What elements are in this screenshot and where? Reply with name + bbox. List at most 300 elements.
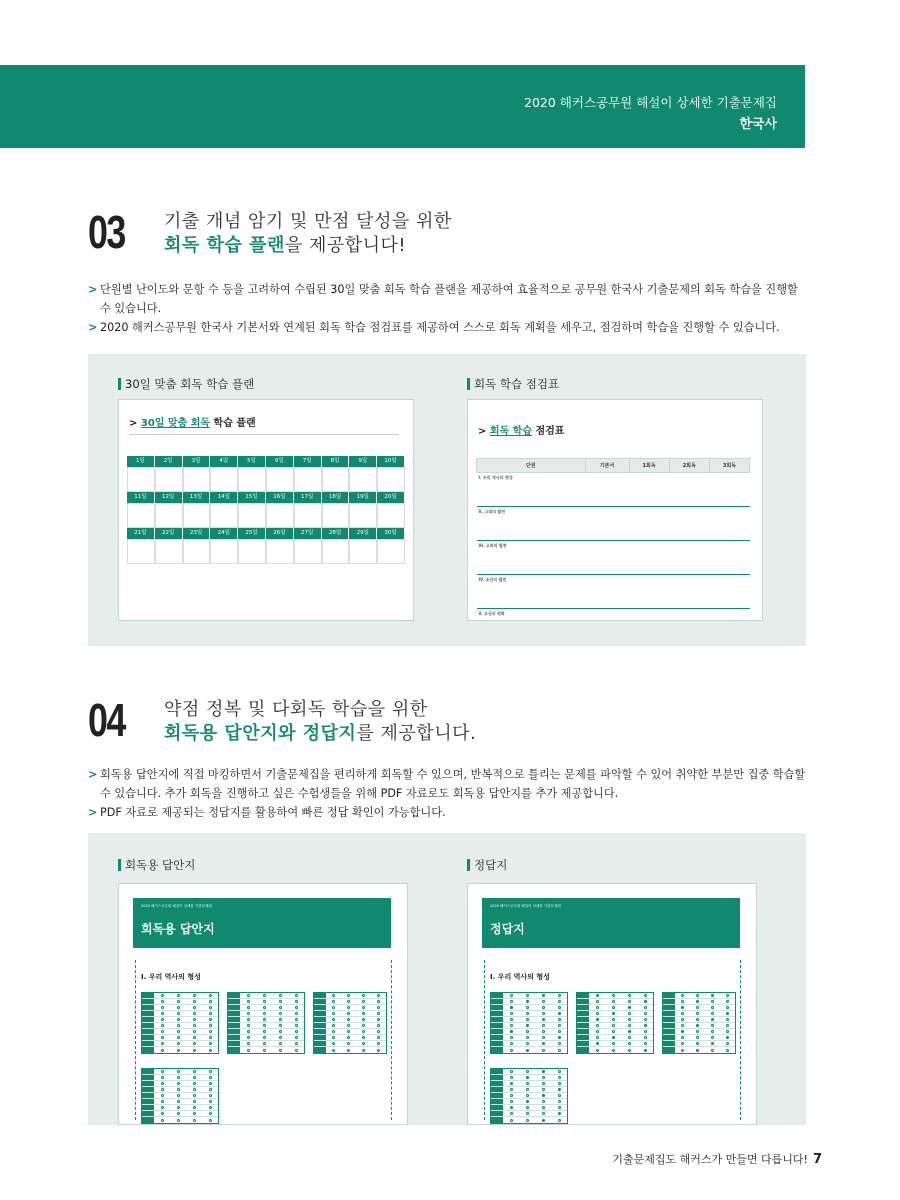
omr-bubble [247, 1000, 250, 1003]
omr-bubble [558, 1030, 561, 1033]
omr-row-number [314, 999, 326, 1004]
omr-row [142, 1047, 218, 1053]
plan-day-header: 25일 [238, 528, 266, 539]
plan-day-header: 21일 [127, 528, 155, 539]
omr-answer-grid [141, 986, 219, 1054]
omr-row [314, 1047, 386, 1053]
omr-bubble [209, 1024, 212, 1027]
plan-day-cell [183, 467, 211, 492]
omr-bubble [612, 1000, 615, 1003]
omr-row-number [228, 993, 240, 998]
omr-bubble [193, 1012, 196, 1015]
col-round1: 1회독 [629, 459, 669, 473]
omr-row-number [491, 1047, 503, 1053]
omr-row [228, 1047, 304, 1053]
omr-bubble [161, 1006, 164, 1009]
omr-bubble [628, 994, 631, 997]
omr-bubble [696, 1024, 699, 1027]
omr-row [142, 1117, 218, 1123]
omr-bubble [696, 1018, 699, 1021]
omr-bubble [526, 1006, 529, 1009]
omr-bubble [711, 1024, 714, 1027]
omr-bubble [526, 1119, 529, 1122]
omr-bubble [510, 1030, 513, 1033]
omr-row-number [314, 1029, 326, 1034]
omr-bubble [377, 994, 380, 997]
omr-bubble [193, 1106, 196, 1109]
omr-bubble [247, 1012, 250, 1015]
omr-bubble [681, 1006, 684, 1009]
omr-bubble [193, 1076, 196, 1079]
omr-row-number [142, 1029, 154, 1034]
omr-bubble [161, 1018, 164, 1021]
checklist-document [467, 399, 763, 621]
plan-day-cell [266, 467, 294, 492]
plan-day-header: 6일 [266, 456, 294, 467]
omr-row-number [491, 1017, 503, 1022]
omr-row-number [577, 1035, 589, 1040]
omr-bubble [279, 1036, 282, 1039]
omr-row-number [491, 1099, 503, 1104]
omr-bubble [362, 1006, 365, 1009]
plan-day-cell [349, 503, 377, 528]
omr-bubble [542, 1006, 545, 1009]
omr-bubble [711, 994, 714, 997]
plan-day-cell [322, 503, 350, 528]
unit-title: I. 우리 역사의 형성 [141, 973, 201, 981]
footer-slogan: 기출문제집도 해커스가 만들면 다릅니다! [612, 1153, 808, 1166]
omr-bubble [263, 1036, 266, 1039]
omr-bubble [726, 1030, 729, 1033]
answer-key-title: 정답지 [490, 922, 525, 936]
omr-row-number [663, 1029, 675, 1034]
omr-bubble [711, 1018, 714, 1021]
omr-row [663, 1047, 735, 1053]
omr-bubble [295, 994, 298, 997]
plan-day-header: 26일 [266, 528, 294, 539]
omr-bubble [612, 994, 615, 997]
omr-bubble [347, 1024, 350, 1027]
omr-bubble [193, 1070, 196, 1073]
omr-bubble [209, 1119, 212, 1122]
omr-row-number [491, 1111, 503, 1116]
omr-bubble [177, 1036, 180, 1039]
omr-bubble [526, 1012, 529, 1015]
omr-bubble [193, 1112, 196, 1115]
omr-bubble [696, 1042, 699, 1045]
omr-bubble [193, 1100, 196, 1103]
omr-bubble [332, 1049, 335, 1052]
plan-day-header: 15일 [238, 492, 266, 503]
omr-bubble [558, 1106, 561, 1109]
omr-bubble [558, 1000, 561, 1003]
plan-doc-title: > 30일 맞춤 회독 학습 플랜 [129, 418, 256, 429]
omr-row-number [491, 1093, 503, 1098]
omr-bubble [263, 1006, 266, 1009]
omr-bubble [510, 1036, 513, 1039]
omr-bubble [177, 1119, 180, 1122]
omr-bubble [161, 1119, 164, 1122]
omr-bubble [542, 1070, 545, 1073]
omr-bubble [612, 1049, 615, 1052]
plan-day-header: 22일 [155, 528, 183, 539]
omr-bubble [247, 1036, 250, 1039]
omr-answer-grid [227, 986, 305, 1054]
omr-bubble [558, 1088, 561, 1091]
omr-row-number [577, 1011, 589, 1016]
omr-bubble [347, 1042, 350, 1045]
omr-bubble [558, 1018, 561, 1021]
omr-bubble [681, 1012, 684, 1015]
bullet-item: > 회독용 답안지에 직접 마킹하면서 기출문제집을 편리하게 회독할 수 있으며, 반복적으로 틀리는 문제를 파악할 수 있어 취약한 부분만 집중 학습할 수 있습니다. 추가 회독을 진행하고 싶은 수험생들을 위해 PDF 자료로도 회독용 답안지를 추가 제공합니다. [88, 765, 808, 803]
omr-row-number [491, 993, 503, 998]
omr-bubble [263, 1042, 266, 1045]
omr-bubble [332, 1036, 335, 1039]
omr-bubble [542, 1024, 545, 1027]
omr-bubble [542, 1018, 545, 1021]
omr-bubble [726, 1024, 729, 1027]
omr-bubble [347, 1012, 350, 1015]
omr-row-number [228, 1017, 240, 1022]
omr-bubble [510, 1094, 513, 1097]
omr-bubble [347, 994, 350, 997]
omr-bubble [726, 1018, 729, 1021]
page-number: 7 [812, 1152, 822, 1167]
omr-row-number [491, 1041, 503, 1046]
plan-document [118, 399, 414, 621]
section-03-bullets [88, 280, 808, 337]
omr-bubble [377, 1036, 380, 1039]
omr-row-number [142, 1069, 154, 1074]
omr-bubble [161, 1082, 164, 1085]
omr-bubble [347, 1036, 350, 1039]
plan-day-cell [183, 503, 211, 528]
omr-bubble [177, 1018, 180, 1021]
plan-day-cell [155, 503, 183, 528]
omr-bubble [209, 1070, 212, 1073]
omr-bubble [510, 1088, 513, 1091]
plan-day-header: 4일 [210, 456, 238, 467]
plan-day-header: 18일 [322, 492, 350, 503]
omr-bubble [542, 1030, 545, 1033]
omr-bubble [247, 1024, 250, 1027]
omr-bubble [177, 1076, 180, 1079]
plan-day-header: 9일 [349, 456, 377, 467]
omr-bubble [295, 1000, 298, 1003]
omr-row-number [142, 1047, 154, 1053]
omr-row-number [491, 1011, 503, 1016]
omr-bubble [644, 1024, 647, 1027]
omr-bubble [161, 1036, 164, 1039]
plan-day-header: 17일 [294, 492, 322, 503]
omr-bubble [542, 1100, 545, 1103]
omr-bubble [279, 1030, 282, 1033]
omr-bubble [644, 1000, 647, 1003]
omr-bubble [726, 1000, 729, 1003]
omr-bubble [193, 1119, 196, 1122]
arrow-icon: > [88, 806, 98, 819]
omr-bubble [193, 1030, 196, 1033]
panel-label: 정답지 [467, 857, 507, 873]
omr-row-number [228, 1047, 240, 1053]
omr-bubble [362, 1036, 365, 1039]
omr-bubble [161, 1024, 164, 1027]
omr-bubble [628, 1042, 631, 1045]
omr-bubble [596, 1006, 599, 1009]
omr-bubble [209, 1094, 212, 1097]
omr-bubble [558, 1082, 561, 1085]
omr-bubble [596, 1030, 599, 1033]
omr-bubble [542, 1094, 545, 1097]
omr-bubble [526, 1042, 529, 1045]
omr-bubble [696, 1030, 699, 1033]
plan-day-cell [127, 467, 155, 492]
omr-bubble [279, 1012, 282, 1015]
omr-bubble [696, 1049, 699, 1052]
omr-bubble [696, 1012, 699, 1015]
omr-bubble [644, 1006, 647, 1009]
omr-bubble [681, 1036, 684, 1039]
omr-bubble [263, 1049, 266, 1052]
omr-row-number [142, 1041, 154, 1046]
omr-row-number [491, 1075, 503, 1080]
bullet-item: > PDF 자료로 제공되는 정답지를 활용하여 빠른 정답 확인이 가능합니다. [88, 803, 808, 822]
omr-bubble [726, 1006, 729, 1009]
answer-key-header [482, 898, 740, 948]
omr-bubble [193, 1049, 196, 1052]
plan-day-header: 13일 [183, 492, 211, 503]
omr-row-number [491, 1069, 503, 1074]
plan-day-header: 28일 [322, 528, 350, 539]
omr-row-number [142, 1111, 154, 1116]
dashed-border-left [484, 960, 485, 1120]
omr-bubble [726, 1036, 729, 1039]
unit-title: I. 우리 역사의 형성 [490, 973, 550, 981]
omr-row-number [314, 1011, 326, 1016]
omr-row-number [577, 999, 589, 1004]
omr-row-number [491, 1105, 503, 1110]
omr-bubble [681, 1030, 684, 1033]
omr-bubble [596, 1000, 599, 1003]
plan-day-cell [210, 503, 238, 528]
omr-bubble [347, 1018, 350, 1021]
omr-bubble [193, 1018, 196, 1021]
plan-day-cell [349, 467, 377, 492]
omr-bubble [510, 1042, 513, 1045]
omr-bubble [332, 1030, 335, 1033]
omr-bubble [332, 1012, 335, 1015]
section-number: 03 [88, 206, 125, 258]
omr-bubble [628, 1006, 631, 1009]
omr-bubble [681, 994, 684, 997]
omr-bubble [209, 1112, 212, 1115]
dashed-border-right [740, 960, 741, 1120]
omr-bubble [279, 1049, 282, 1052]
plan-day-cell [377, 467, 405, 492]
omr-bubble [558, 1049, 561, 1052]
omr-bubble [510, 1112, 513, 1115]
omr-row [577, 1047, 653, 1053]
omr-bubble [542, 1049, 545, 1052]
omr-bubble [681, 1018, 684, 1021]
omr-bubble [558, 1100, 561, 1103]
omr-bubble [377, 1000, 380, 1003]
omr-bubble [279, 994, 282, 997]
omr-bubble [628, 1036, 631, 1039]
plan-day-header: 12일 [155, 492, 183, 503]
omr-bubble [263, 994, 266, 997]
answer-sheet-document [118, 883, 408, 1125]
plan-day-cell [294, 539, 322, 564]
omr-bubble [295, 1012, 298, 1015]
omr-bubble [377, 1006, 380, 1009]
omr-row-number [314, 1035, 326, 1040]
omr-bubble [193, 1006, 196, 1009]
omr-bubble [362, 1018, 365, 1021]
omr-answer-grid [576, 986, 654, 1054]
omr-bubble [193, 1088, 196, 1091]
section-heading-line1: 약점 정복 및 다회독 학습을 위한 [164, 699, 428, 720]
omr-bubble [347, 1030, 350, 1033]
omr-bubble [332, 1000, 335, 1003]
omr-bubble [177, 1012, 180, 1015]
omr-bubble [526, 1070, 529, 1073]
omr-answer-grid [141, 1062, 219, 1124]
omr-bubble [542, 1119, 545, 1122]
omr-bubble [161, 1106, 164, 1109]
plan-day-cell [155, 539, 183, 564]
omr-bubble [526, 1018, 529, 1021]
omr-row-number [663, 1041, 675, 1046]
plan-day-header: 20일 [377, 492, 405, 503]
omr-row [491, 1117, 567, 1123]
omr-bubble [209, 994, 212, 997]
sheet-book-name: 2020 해커스공무원 해설이 상세한 기출문제집 [490, 904, 561, 908]
omr-bubble [711, 1036, 714, 1039]
omr-bubble [161, 1076, 164, 1079]
arrow-icon: > [88, 768, 98, 781]
omr-bubble [644, 1030, 647, 1033]
omr-bubble [628, 1049, 631, 1052]
omr-bubble [726, 1042, 729, 1045]
omr-row-number [577, 1017, 589, 1022]
omr-row-number [491, 1023, 503, 1028]
omr-bubble [377, 1042, 380, 1045]
omr-row-number [314, 1023, 326, 1028]
table-row: II. 고대의 발전 [477, 507, 750, 541]
omr-bubble [711, 1042, 714, 1045]
omr-row-number [491, 1035, 503, 1040]
omr-bubble [177, 1024, 180, 1027]
omr-bubble [295, 1018, 298, 1021]
omr-bubble [612, 1018, 615, 1021]
omr-bubble [526, 1100, 529, 1103]
plan-day-cell [322, 539, 350, 564]
omr-row-number [142, 1075, 154, 1080]
omr-bubble [558, 1076, 561, 1079]
omr-bubble [726, 1012, 729, 1015]
omr-bubble [177, 1000, 180, 1003]
omr-bubble [542, 1082, 545, 1085]
bullet-item: > 2020 해커스공무원 한국사 기본서와 연계된 회독 학습 점검표를 제공하여 스스로 회독 계획을 세우고, 점검하며 학습을 진행할 수 있습니다. [88, 318, 808, 337]
table-row: IV. 조선의 발전 [477, 575, 750, 609]
omr-bubble [558, 1112, 561, 1115]
omr-row-number [491, 1087, 503, 1092]
omr-bubble [696, 1036, 699, 1039]
omr-row-number [314, 993, 326, 998]
omr-bubble [332, 1006, 335, 1009]
panel-label: 30일 맞춤 회독 학습 플랜 [118, 376, 254, 392]
omr-row-number [142, 1017, 154, 1022]
omr-bubble [295, 1024, 298, 1027]
omr-bubble [362, 1012, 365, 1015]
header-band [0, 65, 805, 148]
omr-bubble [295, 1049, 298, 1052]
omr-bubble [332, 994, 335, 997]
omr-bubble [263, 1000, 266, 1003]
plan-day-header: 2일 [155, 456, 183, 467]
plan-day-header: 19일 [349, 492, 377, 503]
omr-bubble [526, 1024, 529, 1027]
omr-bubble [295, 1006, 298, 1009]
omr-bubble [209, 1088, 212, 1091]
omr-bubble [628, 1012, 631, 1015]
omr-bubble [711, 1006, 714, 1009]
omr-bubble [526, 1049, 529, 1052]
omr-row-number [228, 999, 240, 1004]
omr-bubble [279, 1018, 282, 1021]
omr-bubble [558, 1036, 561, 1039]
omr-row-number [577, 1041, 589, 1046]
plan-day-header: 23일 [183, 528, 211, 539]
omr-bubble [558, 1042, 561, 1045]
omr-bubble [263, 1018, 266, 1021]
plan-day-cell [294, 503, 322, 528]
omr-row-number [228, 1011, 240, 1016]
omr-bubble [347, 1049, 350, 1052]
omr-bubble [596, 1024, 599, 1027]
omr-bubble [612, 1042, 615, 1045]
section-04-heading [88, 693, 806, 753]
plan-day-cell [155, 467, 183, 492]
omr-bubble [526, 1036, 529, 1039]
omr-bubble [612, 1036, 615, 1039]
omr-bubble [596, 1018, 599, 1021]
omr-row-number [142, 1023, 154, 1028]
omr-bubble [510, 1106, 513, 1109]
omr-bubble [295, 1036, 298, 1039]
omr-bubble [377, 1018, 380, 1021]
omr-bubble [161, 994, 164, 997]
omr-bubble [177, 1082, 180, 1085]
sheet-book-name: 2020 해커스공무원 해설이 상세한 기출문제집 [141, 904, 212, 908]
omr-bubble [558, 1024, 561, 1027]
omr-bubble [177, 1030, 180, 1033]
omr-bubble [596, 1049, 599, 1052]
plan-day-header: 24일 [210, 528, 238, 539]
omr-row-number [142, 1081, 154, 1086]
omr-bubble [377, 1030, 380, 1033]
omr-bubble [596, 1036, 599, 1039]
omr-bubble [510, 1018, 513, 1021]
omr-bubble [279, 1024, 282, 1027]
omr-bubble [596, 1012, 599, 1015]
plan-day-header: 3일 [183, 456, 211, 467]
omr-bubble [526, 994, 529, 997]
omr-bubble [542, 1112, 545, 1115]
omr-row-number [314, 1047, 326, 1053]
omr-row-number [228, 1023, 240, 1028]
